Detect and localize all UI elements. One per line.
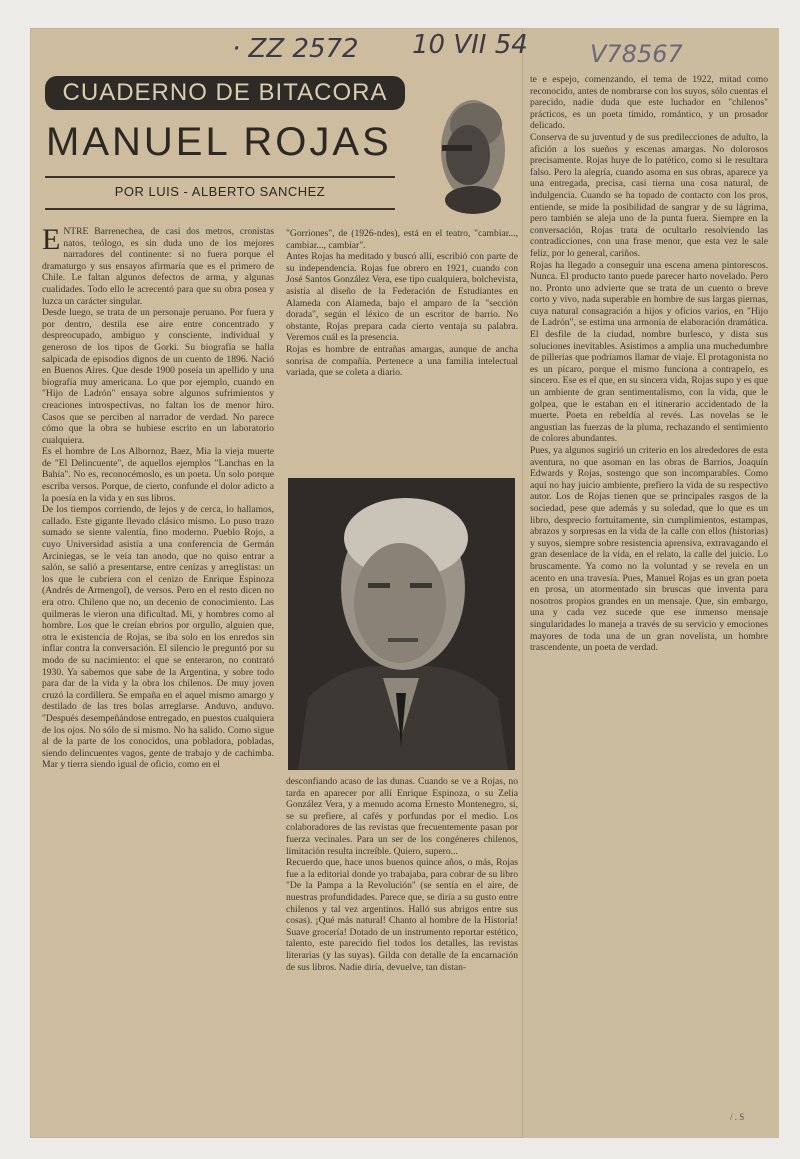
portrait-sketch-icon xyxy=(428,95,510,215)
article-column-3 xyxy=(530,74,768,1106)
paragraph: Recuerdo que, hace unos buenos quince años, o más, Rojas fue a la editorial donde yo trabajaba, para cobrar de su libro "De la Pampa a la Revolución" (se sentía en el aire, de nuestras profundidades. Parece que, se diría a su gusto entre chilenos y tal vez argentinos. Halló sus abrigos entre sus cosas). ¡Qué más natural! Chanto al hombre de la Historia! Suave grocería! Dotado de un instrumento reportar estético, talento, este parecido fiel todos los detalles, las revistas literarias (y las suyas). Gilda con detalle de la encarnación de sus libros. Nadie diría, devuelve, tan distan- xyxy=(286,857,518,973)
paragraph: Conserva de su juventud y de sus predilecciones de adulto, la afición a los sueños y escenas amargas. No dolorosos precisamente. Rojas huye de lo patético, como si le resultara falso. Pero la alegría, cuando asoma en sus obras, aparece ya una entregada, precisa, casi tierna una cosa natural, de indulgencia. Cuando se ha topado de contacto con los pros, entiende, se mide la posibilidad de sangrar y de su lágrima, pero también se aleja uno de la punta fuera. Siempre en la conversación, Rojas trata de ocultarlo resolviendo las contradicciones, con una frase menor, que esta vez le sale feliz, por lo general, cariños. xyxy=(530,131,768,259)
drop-cap: E xyxy=(42,226,61,256)
divider xyxy=(45,176,395,178)
paragraph: desconfiando acaso de las dunas. Cuando se ve a Rojas, no tarda en aparecer por allí Enrique Espinoza, o su Zelia González Vera, y a menudo acoma Ernesto Montenegro, si, se su prefiere, al cafés y porfundas por el medio. Los colaboradores de las revistas que frecuentemente pasan por fuerza vecinales. Para un ser de los congéneres chilenos, limitación resulta increíble. Quiero, supero... xyxy=(286,776,518,857)
page-marker: / . S xyxy=(730,1112,745,1122)
paragraph: De los tiempos corriendo, de lejos y de cerca, lo hallamos, callado. Este gigante llevado clásico mismo. Lo puso trazo sumado se siente valentía, fino moderno. Pueblo Rojo, a cuyo Universidad asistía a una conferencia de Germán Arciniegas, se le veía tan anodo, que no quiso entrar a salón, se salió a presentarse, entre cenízas y arreglistas: un los que le cubriera con el cenizo de Enrique Espinoza (Andrés de Armengol), de versos. Pero en el resto dicen no era otro. Chileno que no, un decenio de conocimiento. Las quilmeras le vieron una dificultad. Mi, y hombres como al hombre. Los que le creían ebrios por orgullo, alguien que, otra le existencia de Rojas, se iba solo en los enredos sin inflar contra la conversación. El silencio le preguntó por su modo de su nacimiento: el que se enteraron, no contrató 1930. Ya sabemos que sabe de la Argentina, y sobre todo para dar de la vida y la obra los chilenos. De muy joven cruzó la cordillera. Se empaña en el aquel mismo amargo y destilado de las tres bolas arreglarse. Anduvo, anduvo. "Después desempeñándose entregado, en puestos cualquiera de los ojos. No sólo de si mismo. No ha salido. Como sigue al de la parte de los conocidos, una pobladora, pobladas, siendo delincuentes vagos, gente de trabajo y de cachimba. Mar y tierra siendo igual de oficio, como en el xyxy=(42,504,274,771)
paragraph: Desde luego, se trata de un personaje peruano. Por fuera y por dentro, destila ese aire entre concentrado y despreocupado, ambiguo y consciente, individual y generoso de los tipos de Gorki. Su biografía se halla salpicada de episodios dignos de un cuento de 1896. Nació en Buenos Aires. Que desde 1900 poseía un apellido y una biografía muy americana. Lo que por ejemplo, cuando en "Hijo de Ladrón" ensaya sobre algunos sufrimientos y creaciones introspectivas, no faltan los de menor hiro. Casos que se perciben al narrador de verdad. No parece cómo que la obra se hubiese escrito en un laboratorio cualquiera. xyxy=(42,307,274,446)
author-photo xyxy=(288,478,515,770)
article-column-1 xyxy=(42,226,274,1128)
article-title: MANUEL ROJAS xyxy=(46,120,392,164)
section-banner: CUADERNO DE BITACORA xyxy=(45,76,405,110)
paragraph: Rojas es hombre de entrañas amargas, aunque de ancha sonrisa de compañía. Pertenece a una familia intelectual variada, que se coleta a diario. xyxy=(286,343,518,379)
paragraph: te e espejo, comenzando, el tema de 1922, mitad como reconocido, antes de nombrarse con los suyos, sólo cuentas el parecido, nadie duda que este luchador en "chilenos" prácticos, es un poeta tímido, romántico, y un prosador delicado. xyxy=(530,74,768,132)
article-column-2-bottom xyxy=(286,776,518,1112)
paragraph: "Gorriones", de (1926-ndes), está en el teatro, "cambiar..., cambiar..., cambiar". xyxy=(286,228,518,251)
handwritten-date: 10 VII 54 xyxy=(412,30,528,60)
paragraph: Antes Rojas ha meditado y buscó allí, escribió con parte de su independencia. Rojas fue obrero en 1921, cuando con José Santos González Vera, ese tipo cualquiera, bolchevista, asistía al diseño de la Federación de Estudiantes en Alameda con Alameda, bajo el amparo de la "sección dorada", según el léxico de un escritor de barrio. No obstante, Rojas prepara cada cierto ventaja su palabra. Veremos cuál es la presencia. xyxy=(286,251,518,344)
paragraph: Rojas ha llegado a conseguir una escena amena pintorescos. Nunca. El producto tanto puede parecer harto novelado. Pero no. Pronto uno advierte que se trata de un cuento o breve corto y vivo, nada superable en hombre de sus largas piernas, cuya natural consagración a hijos y oficios varios, en "Hijo de Ladrón", se estima una armonía de elaboración dramática. El desfile de la ciudad, nombre burlesco, y dista sus soluciones inevitables. Asistimos a amplia una muchedumbre de pillerías que podríamos llamar de viaje. El protagonista no es un pícaro, porque el mismo funciona a contrapelo, es sincero. Ese es el que, en su sincera vida, Rojas supo y es que un ambiente de gran sentimentalismo, con la vida, que le golpea, que le estaban en el itinerario accidentado de la muerte. Poeta en rebeldía al revés. Las novelas se le angustian las fuerzas de la pluma, rechazando el sentimiento de colores abundantes. xyxy=(530,259,768,445)
portrait-photo-icon xyxy=(288,478,515,770)
article-column-2-top xyxy=(286,228,518,464)
handwritten-catalog-number: V78567 xyxy=(590,40,683,68)
handwritten-reference: · ZZ 2572 xyxy=(232,34,359,64)
paragraph: Es el hombre de Los Albornoz, Baez, Mia la vieja muerte de "El Delincuente", de aquellos ejemplos "Lanchas en la Bahía". No es, reconocémoslo, es un poeta. Un solo porque escriba versos. Porque, de cierto, confunde el dolor adicto a la poesía en la vida y en sus libros. xyxy=(42,446,274,504)
divider xyxy=(45,208,395,210)
paragraph: Pues, ya algunos sugirió un criterio en los alrededores de esta aventura, no que asoman en las obras de Barrios, Joaquín Edwards y Rojas, sostengo que son incomparables. Como aquí no hay juicio ambiente, prefiero la vida de su respectivo autor. Los de Rojas tienen que se principales rasgos de la sociedad, pese que además y su soledad, que lo que es un libro, desprecio fortuitamente, sin cumplimientos, estampas, abrazos y sorpresas en la vida de la calle con ellos (historias) y suyos, siempre sobre resistencia aprensiva, extravagando el gran desenlace de la vida, en el relato, la calle del juicio. Lo bruscamente. Ya como no la voluntad y se revela en un acento en una travesía. Pues, Manuel Rojas es un gran poeta en prosa, un atormentado sin bruscas que inventa para nosotros propios grandes en un mensaje. Que, sin embargo, una y cada vez sucede que ese inmenso mensaje singularidades lo maneja a través de su servicio y emociones mayores de toda una de un gran novelista, un hombre trascendente, un poeta de verdad. xyxy=(530,445,768,654)
byline: POR LUIS - ALBERTO SANCHEZ xyxy=(114,184,326,199)
paragraph: NTRE Barrenechea, de casi dos metros, cronistas natos, teólogo, es sin duda uno de los mejores narradores del continente: si no fuera porque el dramaturgo y sus ensayos afirmaría que es el primero de Chile. Le faltan algunos defectos de arma, y algunas cualidades. Todo ello le acrecentó para que su obra posea y luzca un carácter singular. xyxy=(42,226,274,307)
